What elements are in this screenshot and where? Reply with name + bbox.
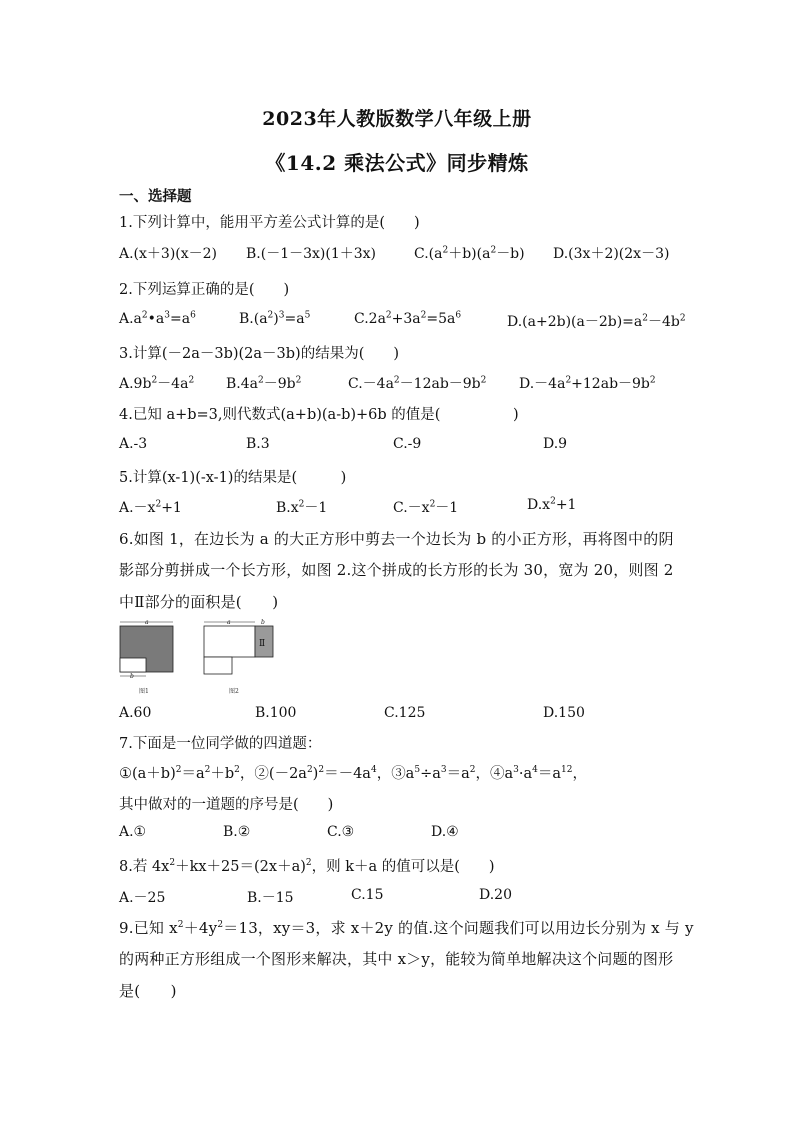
question-4-stem: 4.已知 a+b=3,则代数式(a+b)(a-b)+6b 的值是( ) [119,407,519,423]
question-7-option-b: B.② [223,824,251,840]
question-8-option-d: D.20 [479,887,512,903]
question-1-stem: 1.下列计算中，能用平方差公式计算的是( ) [119,215,420,231]
question-1-option-c: $C.(a^2+b)(a^2-b)$ [414,245,525,262]
question-6-option-a: A.60 [119,705,152,721]
question-2-stem: 2.下列运算正确的是( ) [119,282,290,298]
question-1-option-a: A.(x＋3)(x－2) [119,246,218,262]
question-6-line-1: 6.如图 1，在边长为 a 的大正方形中剪去一个边长为 b 的小正方形，再将图中的阴 [119,530,674,548]
question-8-option-b: B.－15 [247,890,294,906]
document-subtitle: 《14.2 乘法公式》同步精炼 [265,151,529,175]
question-2-option-d: $D.(a+2b)(a-2b)=a^2-4b^2$ [507,313,686,330]
question-6-figure [119,619,279,699]
question-9-line-3: 是( ) [119,982,177,1000]
figure-1-small-square [120,658,146,672]
question-9-line-1: 9.已知 $x^2+4y^2=13$，xy＝3，求 x＋2y 的值.这个问题我们可以用边长分别为 x 与 y [119,919,694,937]
question-4-option-b: B.3 [246,436,270,452]
question-8-option-c: C.15 [351,887,384,903]
question-7-option-a: A.① [119,824,147,840]
question-8-stem: 8.若 $4x^2+kx+25=(2x+a)^2$，则 k＋a 的值可以是( ) [119,858,495,875]
question-1-option-b: B.(－1－3x)(1＋3x) [246,246,377,262]
question-2-option-b: $B.(a^2)^3=a^5$ [239,310,311,327]
question-4-option-a: A.-3 [119,436,148,452]
question-7-items: $①(a+b)^2=a^2+b^2$，$②(-2a^2)^2=-4a^4$，$③a^5\div a^3=a^2$，$④a^3\cdot a^4=a^{12}$， [119,765,587,782]
question-6-line-3: 中Ⅱ部分的面积是( ) [119,593,279,611]
question-2-option-a: $A.a^2•a^3=a^6$ [119,310,196,327]
question-7-option-d: D.④ [431,824,459,840]
question-9-line-2: 的两种正方形组成一个图形来解决，其中 x＞y，能较为简单地解决这个问题的图形 [119,950,674,968]
question-5-option-a: $A.-x^2+1$ [119,499,182,516]
question-5-stem: 5.计算(x-1)(-x-1)的结果是( ) [119,470,347,486]
question-4-option-d: D.9 [543,436,568,452]
question-6-line-2: 影部分剪拼成一个长方形，如图 2.这个拼成的长方形的长为 30，宽为 20，则图 2 [119,561,674,579]
figure-2-rectangle [204,626,255,657]
question-5-option-c: $C.-x^2-1$ [393,499,459,516]
figure-2-lower-part [204,657,232,674]
question-3-option-a: $A.9b^2-4a^2$ [119,375,195,392]
question-3-option-c: $C.-4a^2-12ab-9b^2$ [348,375,487,392]
question-3-option-d: $D.-4a^2+12ab-9b^2$ [519,375,656,392]
question-3-option-b: $B.4a^2-9b^2$ [226,375,302,392]
figure-2-caption: 图2 [229,688,239,695]
question-3-stem: 3.计算(－2a－3b)(2a－3b)的结果为( ) [119,346,400,362]
question-7-stem: 7.下面是一位同学做的四道题： [119,736,322,752]
question-7-option-c: C.③ [327,824,355,840]
figure-1-caption: 图1 [139,688,149,695]
question-6-option-b: B.100 [255,705,297,721]
question-1-option-d: D.(3x＋2)(2x－3) [553,246,670,262]
question-8-option-a: A.－25 [119,890,166,906]
figure-2-label-b: b [261,619,265,626]
question-7-line-2: 其中做对的一道题的序号是( ) [119,797,334,813]
figure-2-label-a: a [227,619,231,626]
question-6-option-c: C.125 [384,705,426,721]
figure-1-label-a: a [145,619,149,626]
question-2-option-c: $C.2a^2+3a^2=5a^6$ [354,310,462,327]
section-heading: 一、选择题 [119,188,192,205]
document-title: 2023年人教版数学八年级上册 [262,108,532,130]
question-5-option-d: $D.x^2+1$ [527,496,577,513]
figure-2-label-ii: Ⅱ [259,639,266,649]
question-6-option-d: D.150 [543,705,585,721]
question-4-option-c: C.-9 [393,436,422,452]
figure-1-label-b: b [130,673,134,680]
question-5-option-b: $B.x^2-1$ [276,499,328,516]
